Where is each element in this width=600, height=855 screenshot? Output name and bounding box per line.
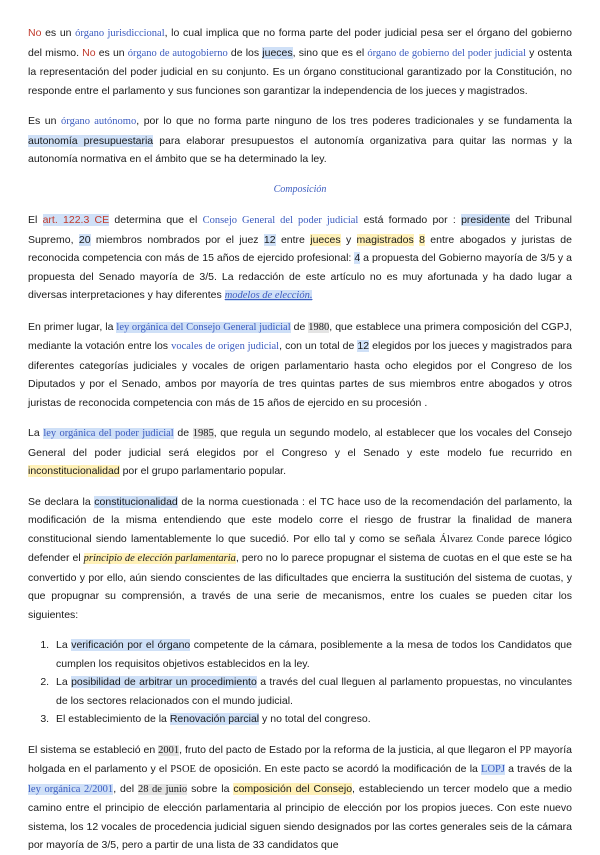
highlight-constitucionalidad: constitucionalidad: [94, 495, 178, 508]
term-organo-autogobierno: órgano de autogobierno: [127, 47, 228, 59]
party-psoe: PSOE: [170, 764, 196, 775]
highlight-autonomia-presupuestaria: autonomía presupuestaria: [28, 134, 154, 147]
highlight-composicion-consejo: composición del Consejo: [233, 782, 353, 795]
paragraph-constitucionalidad: Se declara la constitucionalidad de la norma cuestionada : el TC hace uso de la recomendación del parlamento, la modificación de la misma entendiendo que este modelo corre el riesgo de frustrar la finalidad de manera constitucional siendo lamentablemente lo que sucedió. Por ello tal y como se señala Álvarez Conde parece lógico defender el principio de elección parlamentaria, pero no lo parece propugnar el sistema de cuotas en el que este se ha convertido y por ello, aún siendo conscientes de las dificultades que encierra la sustitución del sistema de cuotas, y que propugnar su comprensión, a través de una serie de mecanismos, entre los cuales se pueden citar los siguientes:: [28, 495, 572, 621]
highlight-jueces: jueces: [262, 46, 293, 59]
author-name: Álvarez Conde: [439, 533, 505, 545]
term-lopj: LOPJ: [481, 764, 505, 775]
highlight-presidente: presidente: [461, 214, 511, 226]
highlight-inconstitucionalidad: inconstitucionalidad: [28, 465, 120, 477]
highlight-year: 2001: [158, 744, 180, 756]
negation-text: No: [28, 27, 42, 39]
paragraph-lo-1980: En primer lugar, la ley orgánica del Consejo General judicial de 1980, que establece una primera composición del CGPJ, mediante la votación entre los vocales de origen judicial, con un total de 12 elegidos por los jueces y magistrados para diferentes categorías judiciales y vocales de origen parlamentario hasta ocho elegidos por el Congreso de los Diputados y por el Senado, ambos por mayoría de tres quintas partes de sus miembros entre abogados y otros juristas de reconocida competencia con más de 15 años de ejercido en su procesión .: [28, 320, 572, 409]
highlight-jueces: jueces: [310, 233, 341, 246]
highlight-magistrados: magistrados: [356, 233, 414, 246]
term-ley-2-2001: ley orgánica 2/2001: [28, 783, 114, 795]
highlight-year: 1980: [308, 321, 330, 333]
paragraph-art-122: El art. 122.3 CE determina que el Consejo General del poder judicial está formado por : presidente del Tribunal Supremo, 20 miembros nombrados por el juez 12 entre jueces y magistrados 8 entre abogados y juristas de reconocida competencia con más de 15 años de ejercido profesional: 4 a propuesta del Gobierno mayoría de 3/5 y a propuesta del Senado mayoría de 3/5. La redacción de este artículo no es muy afortunada y ha dado lugar a diversas interpretaciones y hay diferentes modelos de elección.: [28, 214, 572, 301]
paragraph-2001-reform: El sistema se estableció en 2001, fruto del pacto de Estado por la reforma de la justicia, al que llegaron el PP mayoría holgada en el parlamento y el PSOE de oposición. En este pacto se acordó la modificación de la LOPJ a través de la ley orgánica 2/2001, del 28 de junio sobre la composición del Consejo, estableciendo un tercer modelo que a medio camino entre el principio de elección parlamentaria al principio de elección por los propios jueces. Con este nuevo sistema, los 12 vocales de procedencia judicial siguen siendo designados por las cortes generales seis de la cámara por mayoría de 3/5, pero a partir de una lista de 33 candidatos que: [28, 743, 573, 851]
paragraph-autonomy: Es un órgano autónomo, por lo que no forma parte ninguno de los tres poderes tradicionales y se fundamenta la autonomía presupuestaria para elaborar presupuestos el autonomía organizativa para quitar las normas y la autonomía normativa en el ámbito que se ha determinado la ley.: [28, 115, 572, 165]
highlight-renovacion: Renovación parcial: [169, 713, 260, 725]
highlight-number: 12: [263, 233, 276, 246]
term-organo-gobierno: órgano de gobierno del poder judicial: [367, 47, 527, 59]
term-ley-organica-consejo: ley orgánica del Consejo General judicial: [116, 321, 291, 333]
party-pp: PP: [519, 744, 532, 756]
highlight-number: 20: [78, 233, 91, 246]
paragraph-lo-1985: La ley orgánica del poder judicial de 1985, que regula un segundo modelo, al establecer que los vocales del Consejo General del poder judicial será elegidos por el Congreso y el Senado y este modelo fue recurrido en inconstitucionalidad por el grupo parlamentario popular.: [28, 427, 573, 477]
highlight-number: 8: [419, 233, 425, 246]
term-organo-jurisdiccional: órgano jurisdiccional: [75, 28, 165, 39]
term-vocales-judicial: vocales de origen judicial: [171, 341, 280, 352]
mechanisms-list: [28, 636, 572, 729]
term-principio-eleccion: principio de elección parlamentaria: [83, 553, 236, 564]
term-organo-autonomo: órgano autónomo: [61, 116, 137, 127]
highlight-verificacion: verificación por el órgano: [71, 639, 191, 651]
highlight-date: 28 de junio: [137, 783, 188, 795]
paragraph-cgpj-nature: No es un órgano jurisdiccional, lo cual implica que no forma parte del poder judicial pesa ser el órgano del gobierno del mismo. No es un órgano de autogobierno de los jueces, sino que es el órgano de gobierno del poder judicial y ostenta la representación del poder judicial en su conjunto. Es un órgano constitucional garantizado por la Constitución, no responde entre el parlamento y sus funciones son garantizar la independencia de los jueces y magistrados.: [28, 27, 572, 97]
term-ley-organica-poder: ley orgánica del poder judicial: [43, 428, 174, 439]
highlight-posibilidad: posibilidad de arbitrar un procedimiento: [71, 676, 257, 688]
list-item: 1. La verificación por el órgano competente de la cámara, posiblemente a la mesa de todos los Candidatos que cumplen los requisitos objetivos establecidos en la ley.: [52, 636, 572, 673]
highlight-article: art. 122.3 CE: [42, 214, 110, 226]
term-cgpj: Consejo General del poder judicial: [202, 215, 359, 226]
section-title: Composición: [273, 183, 327, 195]
list-item: 3. El establecimiento de la Renovación parcial y no total del congreso.: [52, 710, 572, 729]
highlight-number: 4: [354, 252, 361, 264]
list-item: 2. La posibilidad de arbitrar un procedimiento a través del cual lleguen al parlamento propuestas, no vinculantes de los sectores relacionados con el mundo judicial.: [52, 673, 572, 710]
link-modelos-eleccion[interactable]: modelos de elección.: [224, 290, 313, 301]
negation-text: No: [82, 46, 96, 59]
highlight-year: 1985: [192, 428, 214, 439]
highlight-number: 12: [357, 340, 370, 352]
